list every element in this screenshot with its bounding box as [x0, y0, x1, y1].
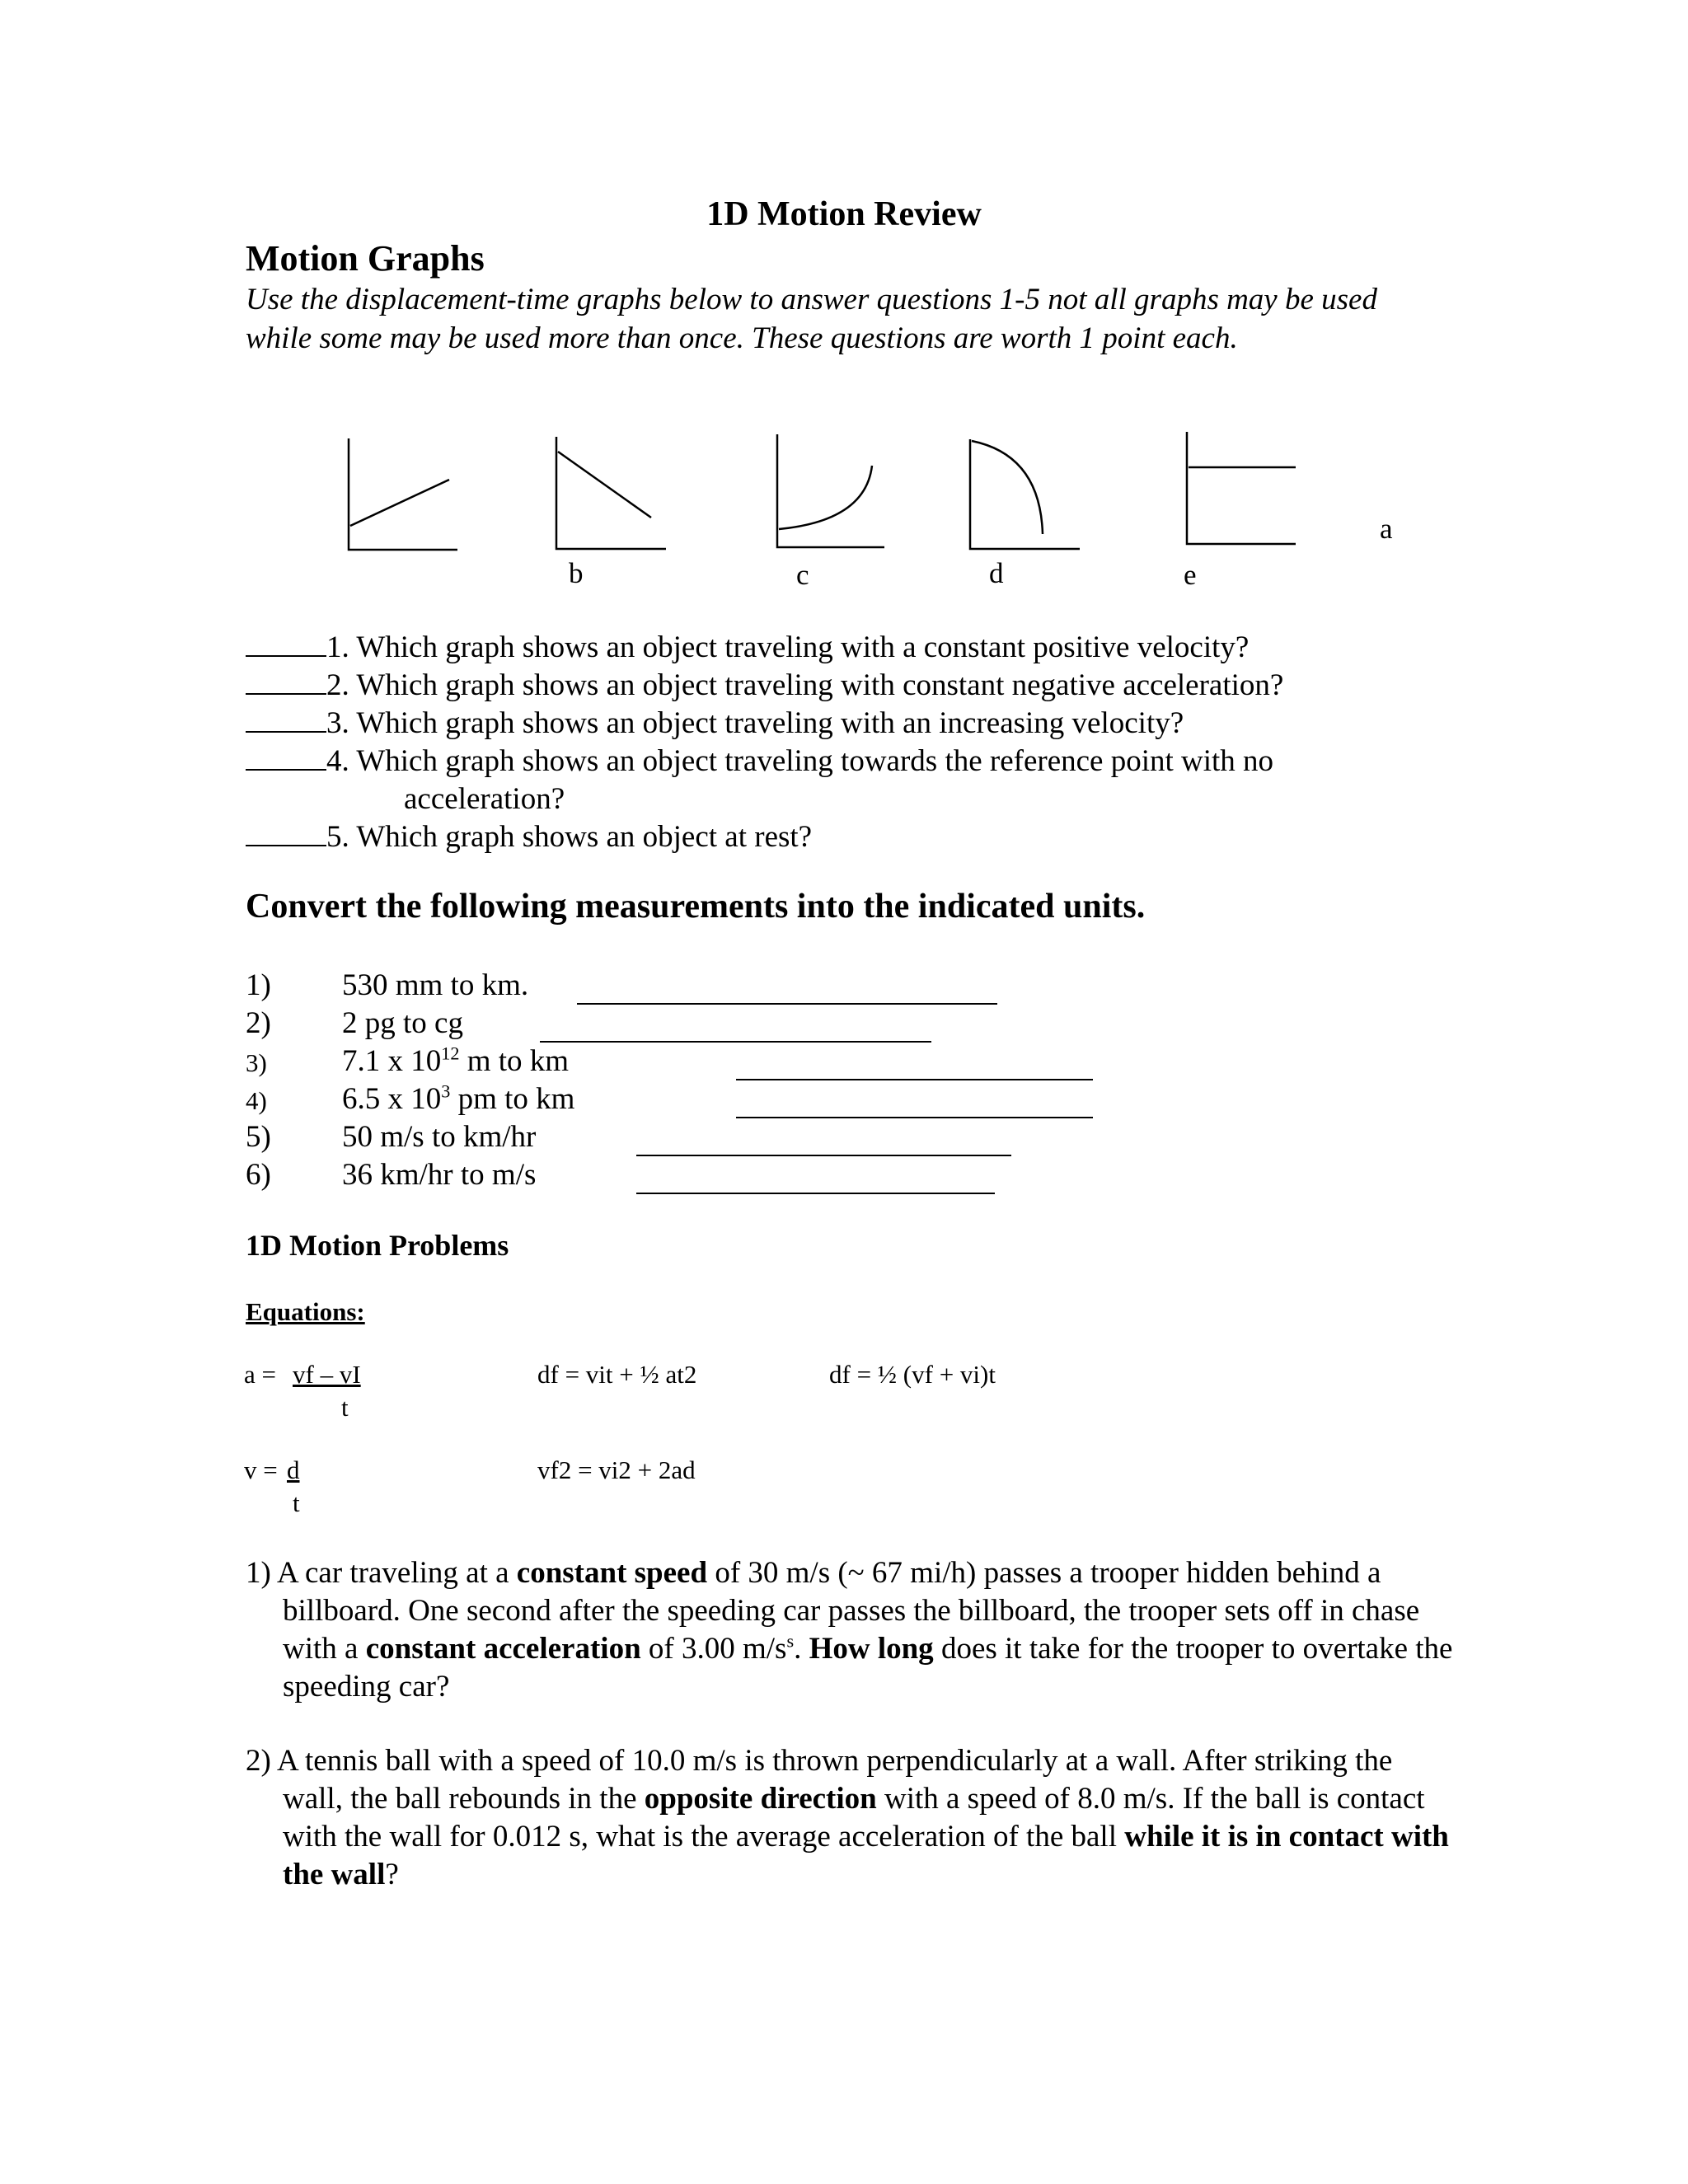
graph-c: [777, 434, 884, 547]
conversion-item: 7.1 x $10^{12}$ m to km: [342, 1043, 570, 1078]
conversions-heading: Convert the following measurements into the indicated units.: [246, 888, 1146, 926]
equation-acceleration-numerator: vf – vI: [293, 1360, 361, 1389]
motion-graphs-figure: [0, 0, 1688, 643]
conversion-number: 1): [246, 968, 271, 1002]
graph-a-curve: [350, 480, 449, 526]
conversion-item: 2 pg to cg: [342, 1006, 463, 1040]
graph-label-b: b: [569, 557, 584, 589]
motion-graphs-heading: Motion Graphs: [246, 238, 485, 279]
answer-blank[interactable]: [246, 630, 326, 657]
answer-blank[interactable]: [246, 820, 326, 846]
graph-d-axes: [970, 439, 1080, 549]
conversion-number: 3): [246, 1048, 267, 1077]
equation-final-velocity: vf2 = vi2 + 2ad: [537, 1455, 696, 1484]
graph-b-curve: [558, 452, 651, 518]
graph-b-axes: [556, 437, 666, 549]
conversion-number: 6): [246, 1158, 271, 1192]
conversion-answer-line[interactable]: [577, 1003, 997, 1005]
answer-blank[interactable]: [246, 668, 326, 695]
conversion-answer-line[interactable]: [736, 1117, 1093, 1118]
graph-b: [556, 437, 666, 549]
question-2: 2. Which graph shows an object traveling with constant negative acceleration?: [246, 668, 1283, 703]
problem-2: 2) A tennis ball with a speed of 10.0 m/s is thrown perpendicularly at a wall. After striking the wall, the ball rebounds in the opposite direction with a speed of 8.0 m/s. If the ball is contact with the wall for 0.012 s, what is the average acceleration of the ball while it is in contact with the wall?: [246, 1744, 1449, 1891]
conversion-answer-line[interactable]: [636, 1193, 995, 1194]
question-3: 3. Which graph shows an object traveling with an increasing velocity?: [246, 705, 1184, 741]
conversion-answer-line[interactable]: [540, 1041, 931, 1043]
equation-displacement-1: df = vit + ½ at2: [537, 1360, 697, 1389]
conversion-item: 6.5 x $10^3$ pm to km: [342, 1080, 575, 1116]
question-1: 1. Which graph shows an object traveling with a constant positive velocity?: [246, 630, 1249, 665]
graph-c-axes: [777, 434, 884, 547]
equation-acceleration-lhs: a =: [244, 1360, 276, 1389]
conversion-item: 530 mm to km.: [342, 968, 529, 1002]
question-5: 5. Which graph shows an object at rest?: [246, 819, 812, 855]
motion-graphs-instructions: Use the displacement-time graphs below to answer questions 1-5 not all graphs may be used while some may be used more than once. These questions are worth 1 point each.: [246, 283, 1377, 355]
page-title: 1D Motion Review: [706, 195, 982, 233]
conversion-item: 36 km/hr to m/s: [342, 1158, 537, 1192]
conversion-item: 50 m/s to km/hr: [342, 1120, 537, 1154]
graph-a-axes: [349, 438, 457, 550]
graph-e-axes: [1187, 432, 1296, 544]
graph-label-d: d: [989, 557, 1004, 589]
conversion-number: 5): [246, 1120, 271, 1154]
equation-acceleration-denominator: t: [341, 1393, 349, 1422]
equation-velocity-denominator: t: [293, 1488, 300, 1517]
answer-blank[interactable]: [246, 744, 326, 771]
graph-e: [1187, 432, 1296, 544]
graph-a: [349, 438, 457, 550]
equation-displacement-2: df = ½ (vf + vi)t: [829, 1360, 996, 1389]
question-4: 4. Which graph shows an object traveling towards the reference point with no: [246, 743, 1273, 779]
answer-blank[interactable]: [246, 706, 326, 733]
graph-d-curve: [972, 441, 1043, 534]
conversion-answer-line[interactable]: [636, 1155, 1011, 1156]
equations-heading: Equations:: [246, 1297, 365, 1326]
equation-velocity-numerator: d: [287, 1455, 300, 1484]
graph-label-e: e: [1184, 559, 1197, 591]
problem-1: 1) A car traveling at a constant speed of 30 m/s (~ 67 mi/h) passes a trooper hidden behind a billboard. One second after the speeding car passes the billboard, the trooper sets off in chase with a constant acceleration of 3.00 $m/s^s$. How long does it take for the trooper to overtake the speeding car?: [246, 1556, 1453, 1704]
problems-heading: 1D Motion Problems: [246, 1229, 509, 1262]
conversion-number: 2): [246, 1006, 271, 1040]
conversion-number: 4): [246, 1086, 267, 1115]
conversion-answer-line[interactable]: [736, 1079, 1093, 1080]
graph-d: [970, 439, 1080, 549]
equation-velocity-lhs: v =: [244, 1455, 278, 1484]
graph-label-a: a: [1380, 513, 1393, 545]
graph-label-c: c: [796, 559, 809, 591]
graph-c-curve: [779, 466, 872, 529]
question-4-continuation: acceleration?: [404, 782, 565, 816]
